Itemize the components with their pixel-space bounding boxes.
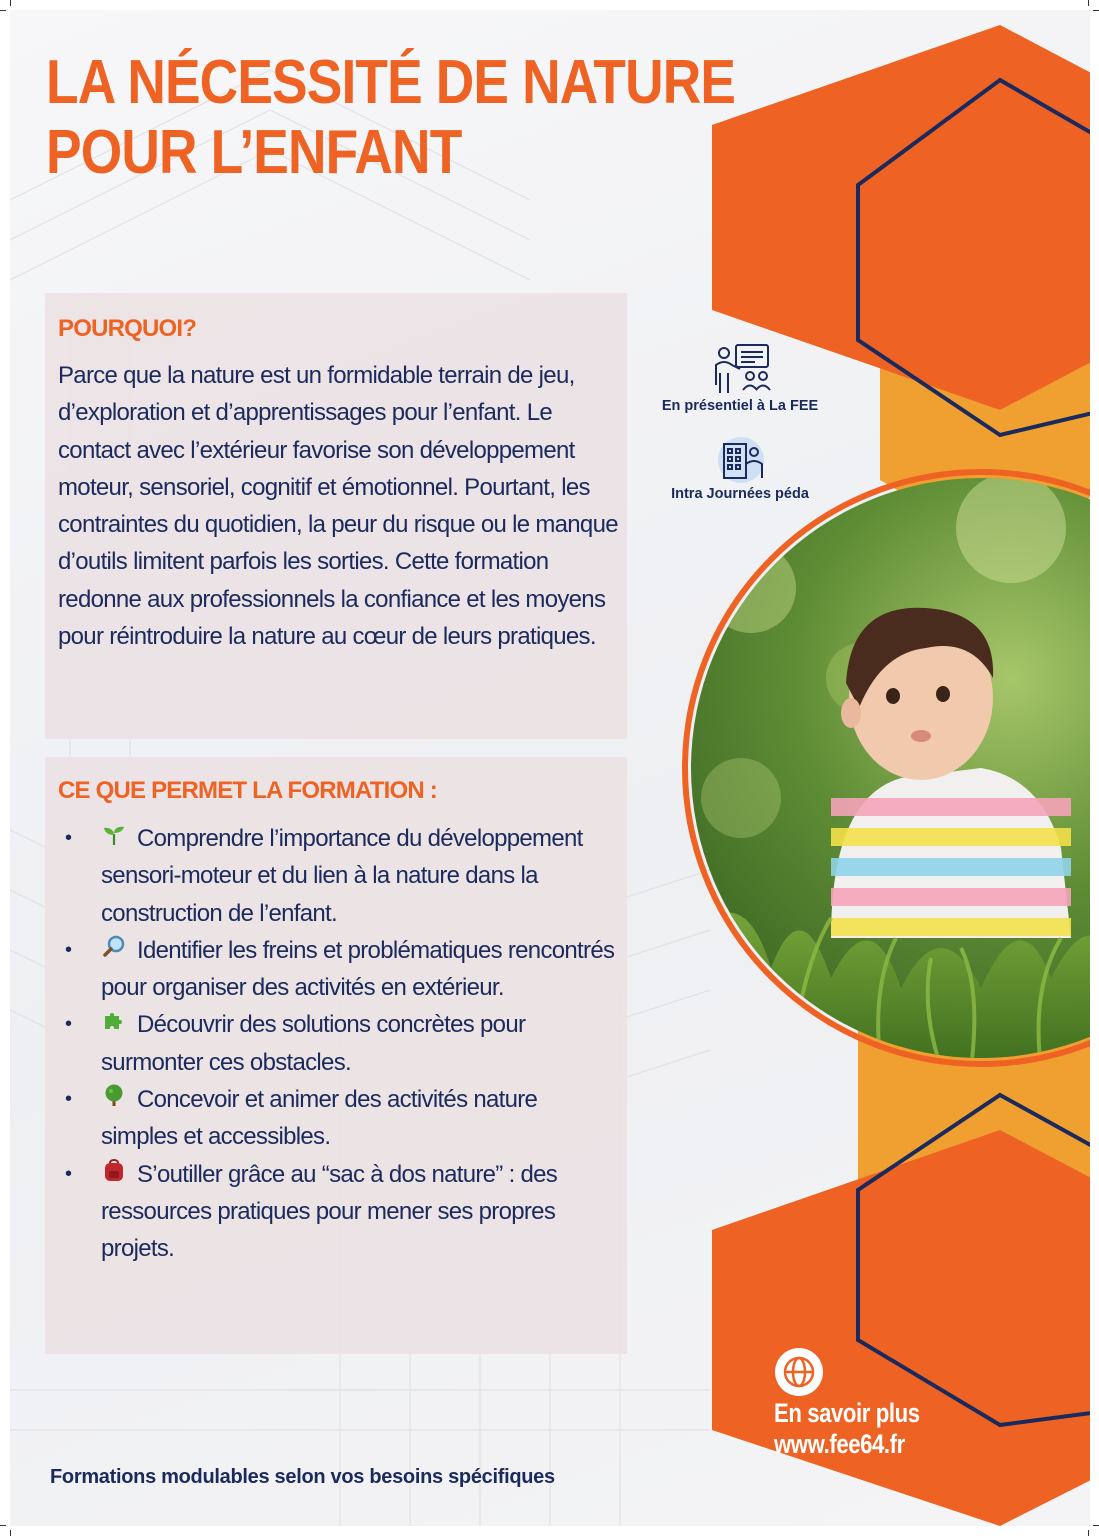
list-item-text: Concevoir et animer des activités nature simples et accessibles. bbox=[101, 1086, 538, 1151]
list-item bbox=[65, 820, 615, 932]
list-item bbox=[65, 1006, 615, 1081]
crop-mark bbox=[1093, 10, 1099, 11]
crop-mark bbox=[10, 1530, 11, 1536]
bullet-icon: • bbox=[65, 1162, 72, 1185]
website-url[interactable]: www.fee64.fr bbox=[774, 1429, 905, 1459]
child-in-grass-photo bbox=[681, 468, 1090, 1068]
page-title bbox=[46, 48, 735, 188]
list-item-text: Comprendre l’importance du développement sensori-moteur et du lien à la nature dans la construction de l’enfant. bbox=[101, 825, 583, 927]
bullet-icon: • bbox=[65, 1088, 72, 1111]
globe-icon[interactable] bbox=[774, 1347, 824, 1397]
list-item-text: Découvrir des solutions concrètes pour surmonter ces obstacles. bbox=[101, 1011, 526, 1076]
hexagon-orange-bottom bbox=[712, 1130, 1090, 1526]
bullet-icon: • bbox=[65, 938, 72, 961]
tree-icon bbox=[101, 1081, 127, 1118]
backpack-icon bbox=[101, 1156, 127, 1193]
title-line-1: LA NÉCESSITÉ DE NATURE bbox=[46, 48, 736, 117]
list-item bbox=[65, 1156, 615, 1268]
cta-label: En savoir plus bbox=[774, 1398, 920, 1428]
crop-mark bbox=[0, 1525, 6, 1526]
seedling-icon bbox=[101, 820, 127, 857]
presentation-icon bbox=[710, 343, 774, 395]
crop-mark bbox=[1088, 1530, 1089, 1536]
formation-list bbox=[65, 820, 615, 1268]
intra-label: Intra Journées péda bbox=[671, 486, 809, 502]
why-text: Parce que la nature est un formidable terrain de jeu, d’exploration et d’apprentissages pour l’enfant. Le contact avec l’extérieur favorise son développement moteur, sensoriel, cognitif et émotionnel. Pourtant, les contraintes du quotidien, la peur du risque ou le manque d’outils limitent parfois les sorties. Cette formation redonne aux professionnels la confiance et les moyens pour réintroduire la nature au cœur de leurs pratiques. bbox=[58, 362, 618, 651]
title-line-2: POUR L’ENFANT bbox=[46, 118, 462, 187]
list-item bbox=[65, 932, 615, 1007]
flyer-page bbox=[10, 10, 1090, 1526]
list-item bbox=[65, 1081, 615, 1156]
bullet-icon: • bbox=[65, 1013, 72, 1036]
list-item-text: S’outiller grâce au “sac à dos nature” : des ressources pratiques pour mener ses propres projets. bbox=[101, 1160, 558, 1263]
formation-heading: CE QUE PERMET LA FORMATION : bbox=[58, 777, 437, 804]
footer-tagline: Formations modulables selon vos besoins spécifiques bbox=[50, 1466, 555, 1488]
why-panel bbox=[45, 293, 627, 739]
puzzle-icon bbox=[101, 1006, 127, 1043]
presentiel-label: En présentiel à La FEE bbox=[661, 398, 819, 414]
formation-panel bbox=[45, 757, 627, 1354]
crop-mark bbox=[0, 10, 6, 11]
why-heading: POURQUOI? bbox=[58, 315, 197, 342]
learn-more-link[interactable] bbox=[774, 1398, 920, 1460]
magnifier-icon bbox=[101, 932, 127, 969]
crop-mark bbox=[1088, 0, 1089, 6]
crop-mark bbox=[1093, 1525, 1099, 1526]
list-item-text: Identifier les freins et problématiques rencontrés pour organiser des activités en extérieur. bbox=[101, 936, 615, 1002]
crop-mark bbox=[10, 0, 11, 6]
bullet-icon: • bbox=[65, 827, 72, 849]
